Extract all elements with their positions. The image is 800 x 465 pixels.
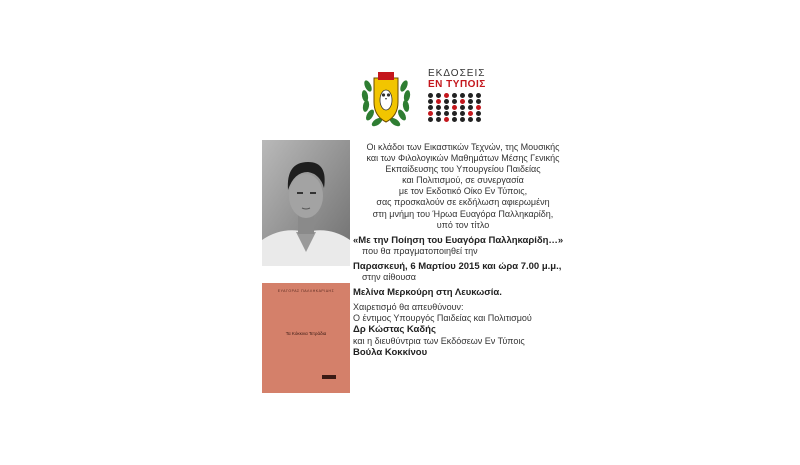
invitation-text bbox=[353, 142, 573, 358]
event-title: «Με την Ποίηση του Ευαγόρα Παλληκαρίδη…» bbox=[353, 234, 564, 246]
book-cover bbox=[262, 283, 350, 393]
intro-line: σας προσκαλούν σε εκδήλωση αφιερωμένη bbox=[376, 197, 550, 208]
book-title: Τα Κόκκινα Τετράδια bbox=[285, 331, 327, 336]
publisher-logo bbox=[428, 68, 498, 132]
intro-line: και Πολιτισμού, σε συνεργασία bbox=[402, 175, 524, 186]
held-text: που θα πραγματοποιηθεί την bbox=[362, 245, 478, 256]
intro-line: με τον Εκδοτικό Οίκο Εν Τύποις, bbox=[398, 186, 528, 197]
intro-line: Εκπαίδευσης του Υπουργείου Παιδείας bbox=[385, 164, 541, 175]
director-role: και η διευθύντρια των Εκδόσεων Εν Τύποις bbox=[353, 335, 525, 346]
book-author: ΕΥΑΓΟΡΑΣ ΠΑΛΛΗΚΑΡΙΔΗΣ bbox=[277, 289, 335, 293]
intro-line: στη μνήμη του Ήρωα Ευαγόρα Παλληκαρίδη, bbox=[372, 208, 554, 219]
portrait-photo bbox=[262, 140, 350, 266]
emblem-logo bbox=[360, 64, 412, 130]
intro-line: και των Φιλολογικών Μαθημάτων Μέσης Γενικής bbox=[366, 153, 560, 164]
venue-text: Μελίνα Μερκούρη στη Λευκωσία. bbox=[353, 287, 502, 299]
minister-role: Ο έντιμος Υπουργός Παιδείας και Πολιτισμού bbox=[353, 313, 532, 324]
greeting-intro: Χαιρετισμό θα απευθύνουν: bbox=[353, 302, 464, 313]
director-name: Βούλα Κοκκίνου bbox=[353, 346, 428, 358]
minister-name: Δρ Κώστας Καδής bbox=[353, 324, 436, 336]
intro-line: Οι κλάδοι των Εικαστικών Τεχνών, της Μουσικής bbox=[366, 142, 560, 152]
event-date: Παρασκευή, 6 Μαρτίου 2015 και ώρα 7.00 μ.μ., bbox=[353, 260, 562, 272]
publisher-line2: ΕΝ ΤΥΠΟΙΣ bbox=[428, 79, 486, 90]
book-publisher-mark bbox=[322, 375, 336, 379]
intro-line: υπό τον τίτλο bbox=[436, 219, 490, 230]
hall-text: στην αίθουσα bbox=[362, 272, 417, 283]
publisher-dot-grid bbox=[428, 93, 498, 123]
publisher-line1: ΕΚΔΟΣΕΙΣ bbox=[428, 68, 486, 79]
